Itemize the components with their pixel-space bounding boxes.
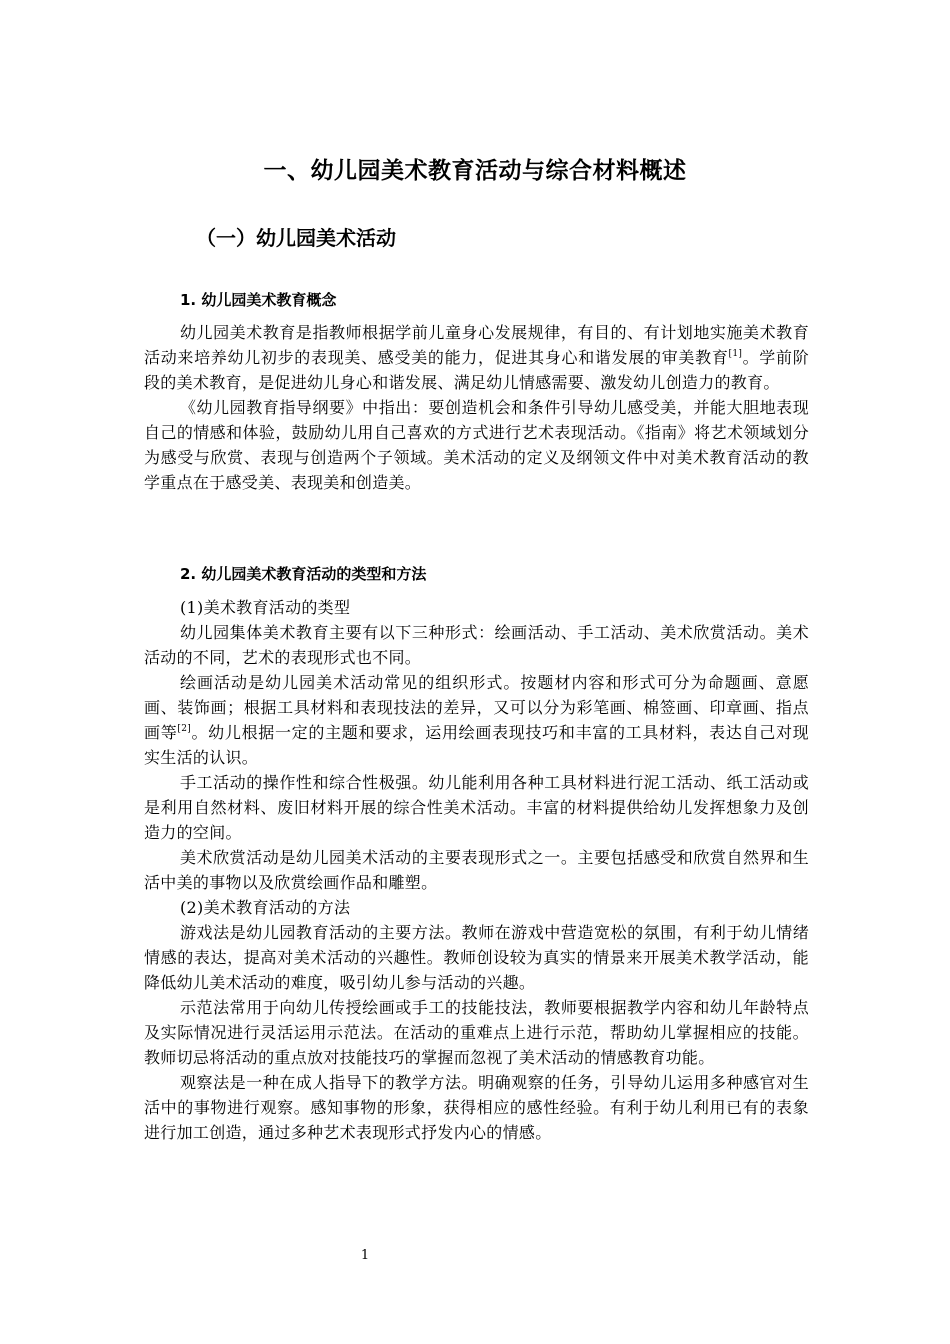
- paragraph: 观察法是一种在成人指导下的教学方法。明确观察的任务，引导幼儿运用多种感官对生活中的事物进行观察。感知事物的形象，获得相应的感性经验。有利于幼儿利用已有的表象进行加工创造，通过多种艺术表现形式抒发内心的情感。: [144, 1073, 809, 1142]
- types-heading: (1)美术教育活动的类型: [180, 598, 351, 617]
- citation-ref: [1]: [728, 349, 743, 359]
- paragraph-text: 绘画活动是幼儿园美术活动常见的组织形式。按题材内容和形式可分为命题画、意愿画、装饰画；根据工具材料和表现技法的差异，又可以分为彩笔画、棉签画、印章画、指点画等: [144, 673, 809, 742]
- types-methods-body: [144, 595, 809, 1145]
- paragraph: 游戏法是幼儿园教育活动的主要方法。教师在游戏中营造宽松的氛围，有利于幼儿情绪情感的表达，提高对美术活动的兴趣性。教师创设较为真实的情景来开展美术教学活动，能降低幼儿美术活动的难度，吸引幼儿参与活动的兴趣。: [144, 923, 809, 992]
- page-number: 1: [360, 1248, 370, 1263]
- chapter-title: 一、幼儿园美术教育活动与综合材料概述: [263, 158, 687, 184]
- paragraph: 幼儿园集体美术教育主要有以下三种形式：绘画活动、手工活动、美术欣赏活动。美术活动的不同，艺术的表现形式也不同。: [144, 623, 809, 667]
- subsection-heading-types-methods: 2. 幼儿园美术教育活动的类型和方法: [180, 565, 427, 583]
- section-heading: （一）幼儿园美术活动: [196, 226, 396, 250]
- paragraph: 示范法常用于向幼儿传授绘画或手工的技能技法，教师要根据教学内容和幼儿年龄特点及实际情况进行灵活运用示范法。在活动的重难点上进行示范，帮助幼儿掌握相应的技能。教师切忌将活动的重点放对技能技巧的掌握而忽视了美术活动的情感教育功能。: [144, 998, 809, 1067]
- paragraph-text: 。学前阶段的美术教育，是促进幼儿身心和谐发展、满足幼儿情感需要、激发幼儿创造力的教育。: [144, 348, 809, 392]
- paragraph: [144, 670, 809, 770]
- concept-body: [144, 320, 809, 495]
- paragraph: 《幼儿园教育指导纲要》中指出：要创造机会和条件引导幼儿感受美，并能大胆地表现自己的情感和体验，鼓励幼儿用自己喜欢的方式进行艺术表现活动。《指南》将艺术领域划分为感受与欣赏、表现与创造两个子领域。美术活动的定义及纲领文件中对美术教育活动的教学重点在于感受美、表现美和创造美。: [144, 398, 809, 492]
- paragraph-text: 。幼儿根据一定的主题和要求，运用绘画表现技巧和丰富的工具材料，表达自己对现实生活的认识。: [144, 723, 809, 767]
- paragraph: 美术欣赏活动是幼儿园美术活动的主要表现形式之一。主要包括感受和欣赏自然界和生活中美的事物以及欣赏绘画作品和雕塑。: [144, 848, 809, 892]
- paragraph: [144, 320, 809, 395]
- subsection-heading-concept: 1. 幼儿园美术教育概念: [180, 291, 337, 309]
- paragraph: 手工活动的操作性和综合性极强。幼儿能利用各种工具材料进行泥工活动、纸工活动或是利用自然材料、废旧材料开展的综合性美术活动。丰富的材料提供给幼儿发挥想象力及创造力的空间。: [144, 773, 809, 842]
- paragraph-text: 幼儿园美术教育是指教师根据学前儿童身心发展规律，有目的、有计划地实施美术教育活动来培养幼儿初步的表现美、感受美的能力，促进其身心和谐发展的审美教育: [144, 323, 809, 367]
- methods-heading: (2)美术教育活动的方法: [180, 898, 351, 917]
- citation-ref: [2]: [177, 724, 192, 734]
